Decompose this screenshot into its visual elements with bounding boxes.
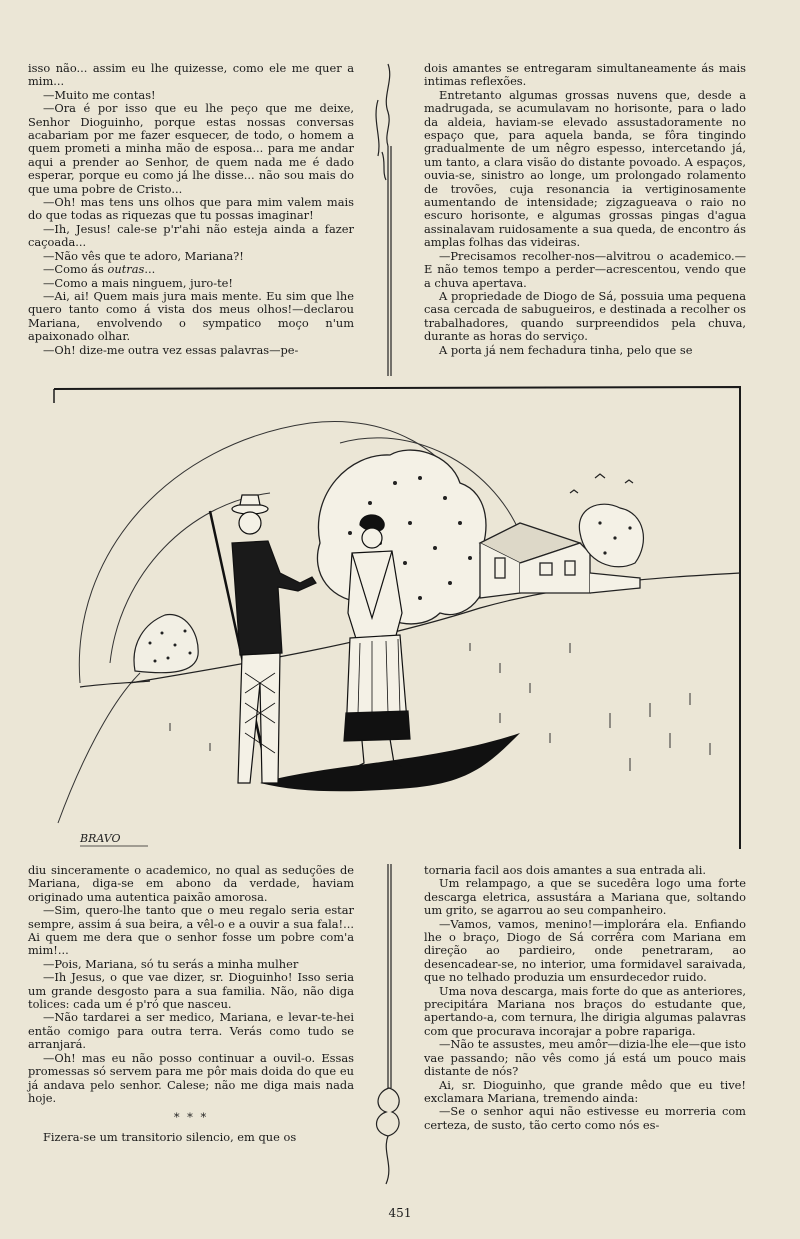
paragraph: tornaria facil aos dois amantes a sua entrada ali. <box>424 863 706 877</box>
paragraph <box>28 263 354 276</box>
paragraph: —Não te assustes, meu amôr—dizia-lhe ele—que isto vae passando; não vês como já está um pouco mais distante de nós? <box>424 1037 746 1079</box>
page-number: 451 <box>388 1206 412 1220</box>
text-run: —Como ás <box>43 262 104 277</box>
paragraph: —Precisamos recolher-nos—alvitrou o academico.—E não temos tempo a perder—acrescentou, vendo que a chuva apertava. <box>424 248 746 290</box>
paragraph: isso não... assim eu lhe quizesse, como ele me quer a mim... <box>28 61 354 89</box>
paragraph: —Ih Jesus, o que vae dizer, sr. Dioguinho! Isso seria um grande desgosto para a sua familia. Não, não diga tolices: cada um é p'ró que nasceu. <box>28 970 354 1012</box>
ornamental-divider-bottom <box>368 862 408 1188</box>
figure-man <box>210 495 316 783</box>
paragraph: —Sim, quero-lhe tanto que o meu regalo seria estar sempre, assim á sua beira, a vêl-o e a ouvir a sua fala!... Ai quem me dera que o senhor fosse um pobre com'a mim!... <box>28 903 354 958</box>
text-column-top-left <box>28 62 354 357</box>
paragraph: Uma nova descarga, mais forte do que as anteriores, precipitára Mariana nos braços do estudante que, apertando-a, com ternura, lhe dirigia algumas palavras com que procurava incorajar a pobre rapariga. <box>424 983 746 1038</box>
paragraph: —Pois, Mariana, só tu serás a minha mulher <box>43 956 299 971</box>
bush-left <box>134 615 198 673</box>
ornamental-divider-top <box>368 60 408 378</box>
paragraph: —Ai, ai! Quem mais jura mais mente. Eu sim que lhe quero tanto como á vista dos meus olhos!—declarou Mariana, envolvendo o sympatico moço n'um apaixonado olhar. <box>28 288 354 344</box>
paragraph: dois amantes se entregaram simultaneamente ás mais intimas reflexões. <box>424 61 746 89</box>
text-column-bottom-right <box>424 864 746 1132</box>
paragraph: Um relampago, a que se sucedêra logo uma forte descarga eletrica, assustára a Mariana que, soltando um grito, se agarrou ao seu companheiro. <box>424 876 746 918</box>
text-run: ... <box>144 262 156 277</box>
paragraph: —Ih, Jesus! cale-se p'r'ahi não esteja ainda a fazer caçoada... <box>28 221 354 250</box>
paragraph: —Oh! dize-me outra vez essas palavras—pe- <box>43 342 299 357</box>
paragraph: —Oh! mas eu não posso continuar a ouvil-o. Essas promessas só servem para me pôr mais doida do que eu já andava pelo senhor. Calese; não me diga mais nada hoje. <box>28 1050 354 1105</box>
flowering-tree <box>317 450 486 624</box>
section-break-asterisks: * * * <box>173 1110 209 1125</box>
paragraph: —Não vês que te adoro, Mariana?! <box>43 248 244 263</box>
paragraph: —Muito me contas! <box>43 87 156 102</box>
paragraph: —Se o senhor aqui não estivesse eu morreria com certeza, de susto, tão certo como nós es- <box>424 1104 746 1132</box>
paragraph: A porta já nem fechadura tinha, pelo que se <box>439 342 693 357</box>
paragraph: —Não tardarei a ser medico, Mariana, e levar-te-hei então comigo para outra terra. Verás como tudo se arranjará. <box>28 1010 354 1052</box>
paragraph: diu sinceramente o academico, no qual as seduções de Mariana, diga-se em abono da verdade, haviam originado uma autentica paixão amorosa. <box>28 863 354 904</box>
birds <box>570 474 633 493</box>
signature-text: BRAVO <box>80 832 121 845</box>
italic-word: outras <box>107 262 145 277</box>
paragraph: Ai, sr. Dioguinho, que grande mêdo que eu tive! exclamara Mariana, tremendo ainda: <box>424 1077 746 1105</box>
text-column-bottom-left <box>28 864 354 1144</box>
paragraph: Entretanto algumas grossas nuvens que, desde a madrugada, se acumulavam no horisonte, para o lado da aldeia, haviam-se elevado assustadoramente no espaço que, para aquela banda, se fôra tingindo gradualmente de um nêgro espesso, intercetando já, um tanto, a clara visão do distante povoado. A espaços, ouvia-se, sinistro ao longe, um prolongado rolamento de trovões, cuja resonancia ia vertiginosamente aumentando de intensidade; zigzagueava o raio no escuro horisonte, e algumas grossas pingas d'agua assinalavam ruidosamente a sua queda, de encontro ás amplas folhas das videiras. <box>424 87 746 250</box>
paragraph: —Como a mais ninguem, juro-te! <box>43 275 233 290</box>
paragraph: A propriedade de Diogo de Sá, possuia uma pequena casa cercada de sabugueiros, e destinada a recolher os trabalhadores, quando surpreendidos pela chuva, durante as horas do serviço. <box>424 288 746 344</box>
text-column-top-right <box>424 62 746 357</box>
paragraph: —Oh! mas tens uns olhos que para mim valem mais do que todas as riquezas que tu possas imaginar! <box>28 195 354 223</box>
paragraph: —Vamos, vamos, menino!—implorára ela. Enfiando lhe o braço, Diogo de Sá corrêra com Mariana em direção ao pardieiro, onde penetraram, ao desencadear-se, no interior, uma formidavel saraivada, que no telhado produzia um ensurdecedor ruido. <box>424 916 746 985</box>
artist-signature <box>78 826 158 850</box>
paragraph: Fizera-se um transitorio silencio, em que os <box>43 1129 297 1144</box>
illustration-couple-in-field <box>50 383 750 853</box>
paragraph: —Ora é por isso que eu lhe peço que me deixe, Senhor Dioguinho, porque estas nossas conversas acabariam por me fazer esquecer, de todo, o homem a quem prometi a minha mão de esposa... para me andar aqui a prender ao Senhor, de quem nada me é dado esperar, porque eu como já lhe disse... não sou mais do que uma pobre de Cristo... <box>28 101 354 196</box>
